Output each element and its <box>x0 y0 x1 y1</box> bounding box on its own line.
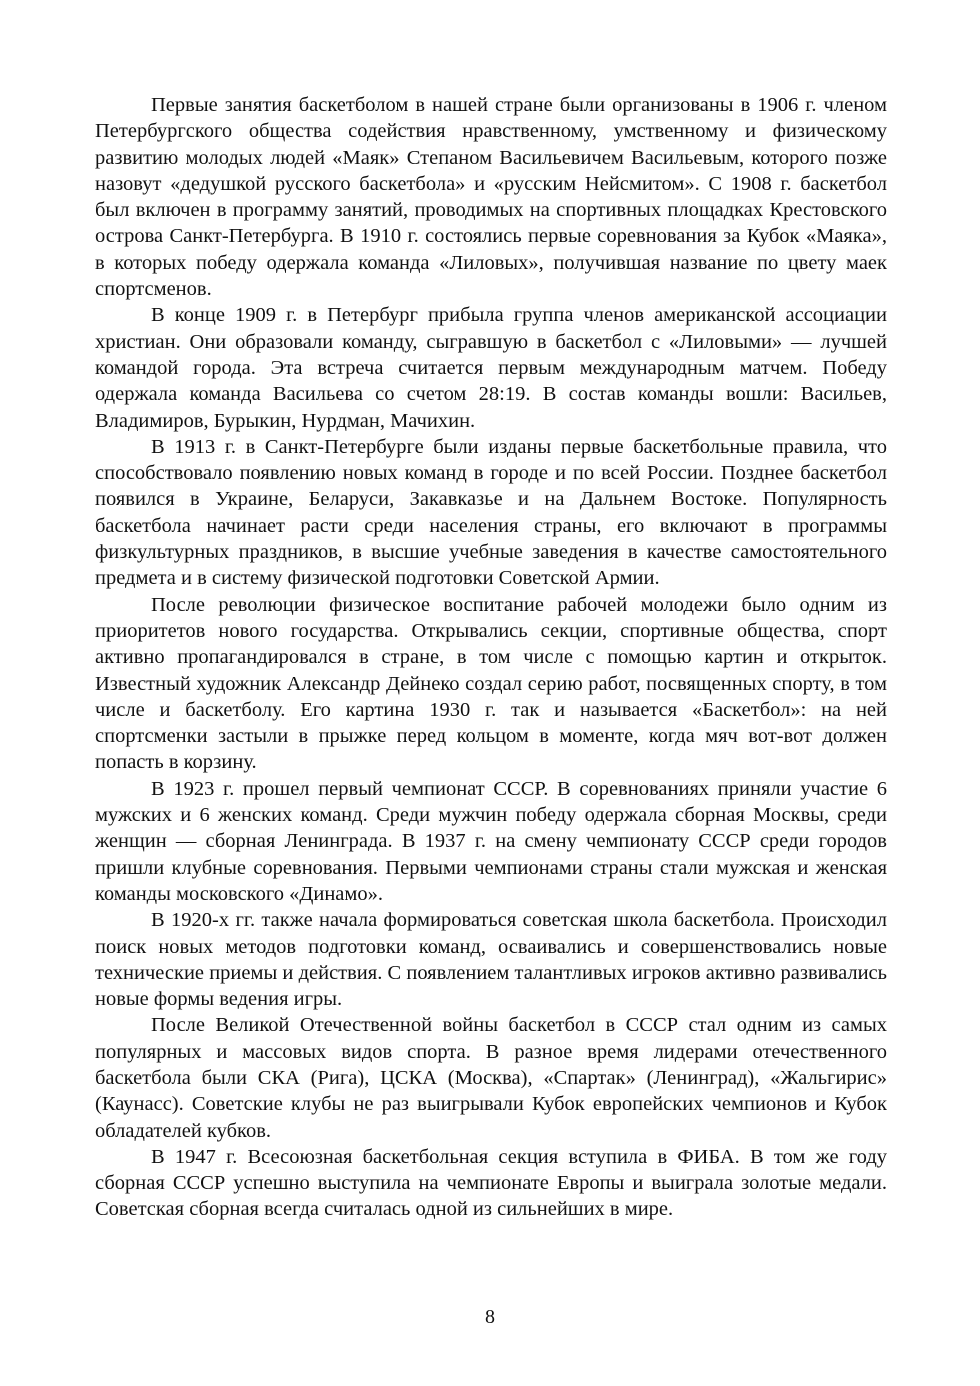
paragraph-7: После Великой Отечественной войны баскетбол в СССР стал одним из самых популярных и массовых видов спорта. В разное время лидерами отечественного баскетбола были СКА (Рига), ЦСКА (Москва), «Спартак» (Ленинград), «Жальгирис» (Каунасс). Советские клубы не раз выигрывали Кубок европейских чемпионов и Кубок обладателей кубков. <box>95 1014 887 1142</box>
paragraph-8: В 1947 г. Всесоюзная баскетбольная секция вступила в ФИБА. В том же году сборная СССР успешно выступила на чемпионате Европы и выиграла золотые медали. Советская сборная всегда считалась одной из сильнейших в мире. <box>95 1145 887 1221</box>
paragraph-2: В конце 1909 г. в Петербург прибыла группа членов американской ассоциации христиан. Они образовали команду, сыгравшую в баскетбол с «Лиловыми» — лучшей командой города. Эта встреча считается первым международным матчем. Победу одержала команда Васильева со счетом 28:19. В состав команды вошли: Васильев, Владимиров, Бурыкин, Нурдман, Мачихин. <box>95 304 887 432</box>
paragraph-6: В 1920-х гг. также начала формироваться советская школа баскетбола. Происходил поиск новых методов подготовки команд, осваивались и совершенствовались новые технические приемы и действия. С появлением талантливых игроков активно развивались новые формы ведения игры. <box>95 909 887 1011</box>
page-number: 8 <box>485 1306 495 1328</box>
paragraph-3: В 1913 г. в Санкт-Петербурге были изданы первые баскетбольные правила, что способствовало появлению новых команд в городе и по всей России. Позднее баскетбол появился в Украине, Беларуси, Закавказье и на Дальнем Востоке. Популярность баскетбола начинает расти среди населения страны, его включают в программы физкультурных праздников, в высшие учебные заведения в качестве самостоятельного предмета и в систему физической подготовки Советской Армии. <box>95 435 887 590</box>
paragraph-4: После революции физическое воспитание рабочей молодежи было одним из приоритетов нового государства. Открывались секции, спортивные общества, спорт активно пропагандировался в стране, в том числе с помощью картин и открыток. Известный художник Александр Дейнеко создал серию работ, посвященных спорту, в том числе и баскетболу. Его картина 1930 г. так и называется «Баскетбол»: на ней спортсменки застыли в прыжке перед кольцом в моменте, когда мяч вот-вот должен попасть в корзину. <box>95 593 887 774</box>
paragraph-5: В 1923 г. прошел первый чемпионат СССР. В соревнованиях приняли участие 6 мужских и 6 женских команд. Среди мужчин победу одержала сборная Москвы, среди женщин — сборная Ленинграда. В 1937 г. на смену чемпионату СССР среди городов пришли клубные соревнования. Первыми чемпионами страны стали мужская и женская команды московского «Динамо». <box>95 777 887 905</box>
document-body <box>95 92 887 1223</box>
paragraph-1: Первые занятия баскетболом в нашей стране были организованы в 1906 г. членом Петербургского общества содействия нравственному, умственному и физическому развитию молодых людей «Маяк» Степаном Васильевичем Васильевым, которого позже назовут «дедушкой русского баскетбола» и «русским Нейсмитом». С 1908 г. баскетбол был включен в программу занятий, проводимых на спортивных площадках Крестовского острова Санкт-Петербурга. В 1910 г. состоялись первые соревнования за Кубок «Маяка», в которых победу одержала команда «Лиловых», получившая название по цвету маек спортсменов. <box>95 94 887 301</box>
